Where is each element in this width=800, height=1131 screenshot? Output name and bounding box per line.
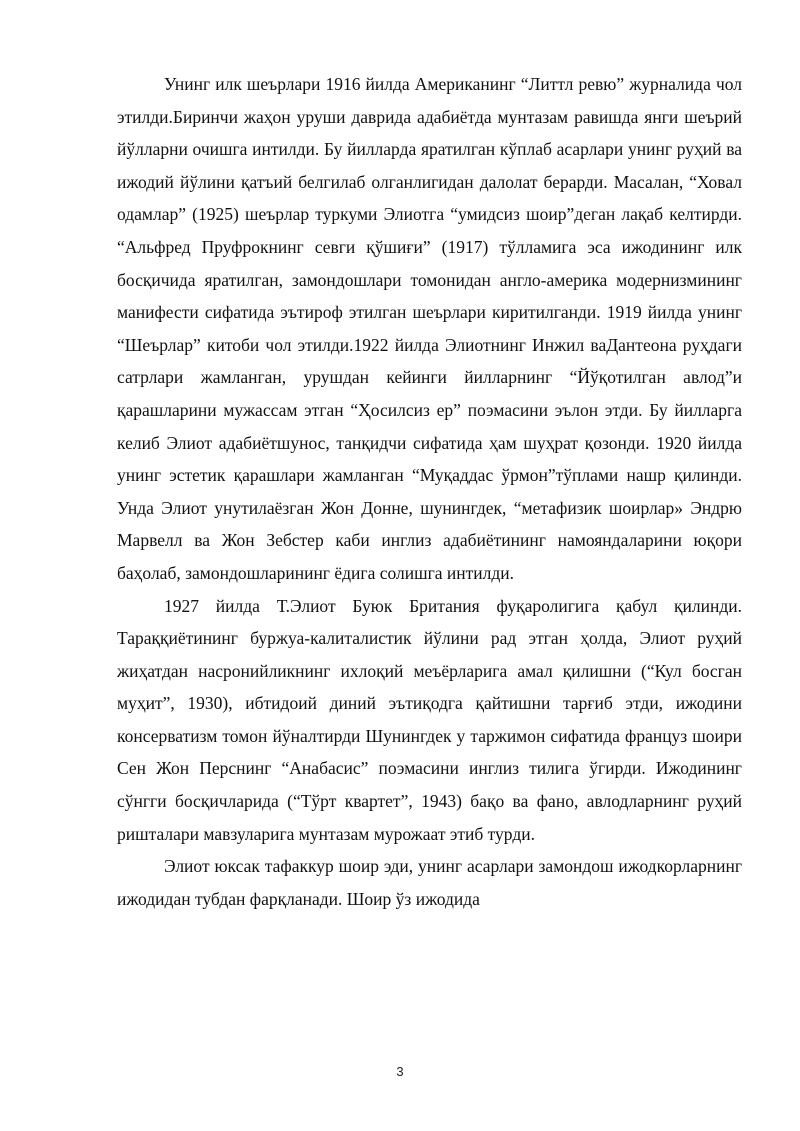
page-number: 3: [396, 1064, 404, 1079]
paragraph: Элиот юксак тафаккур шоир эди, унинг асарлари замондош ижодкорларнинг ижодидан тубдан фарқланади. Шоир ўз ижодида: [117, 856, 742, 909]
paragraph: Унинг илк шеърлари 1916 йилда Американинг “Литтл ревю” журналида чол этилди.Биринчи жаҳон уруши даврида адабиётда мунтазам равишда янги шеърий йўлларни очишга интилди. Бу йилларда яратилган кўплаб асарлари унинг руҳий ва ижодий йўлини қатъий белгилаб олганлигидан далолат берарди. Масалан, “Ховал одамлар” (1925) шеърлар туркуми Элиотга “умидсиз шоир”деган лақаб келтирди. “Альфред Пруфрокнинг севги қўшиғи” (1917) тўлламига эса ижодининг илк босқичида яратилган, замондошлари томонидан англо-америка модернизмининг манифести сифатида эътироф этилган шеърлари киритилганди. 1919 йилда унинг “Шеърлар” китоби чол этилди.1922 йилда Элиотнинг Инжил ваДантеона руҳдаги сатрлари жамланган, урушдан кейинги йилларнинг “Йўқотилган авлод”и қарашларини мужассам этган “Ҳосилсиз ер” поэмасини эълон этди. Бу йилларга келиб Элиот адабиётшунос, танқидчи сифатида ҳам шуҳрат қозонди. 1920 йилда унинг эстетик қарашлари жамланган “Муқаддас ўрмон”тўплами нашр қилинди. Унда Элиот унутилаёзган Жон Донне, шунингдек, “метафизик шоирлар» Эндрю Марвелл ва Жон Зебстер каби инглиз адабиётининг намояндаларини юқори баҳолаб, замондошларининг ёдига солишга интилди.: [117, 74, 742, 583]
paragraph: 1927 йилда Т.Элиот Буюк Британия фуқаролигига қабул қилинди. Тараққиётининг буржуа-калиталистик йўлини рад этган ҳолда, Элиот руҳий жиҳатдан насронийликнинг ихлоқий меъёрларига амал қилишни (“Кул босган муҳит”, 1930), ибтидоий диний эътиқодга қайтишни тарғиб этди, ижодини консерватизм томон йўналтирди Шунингдек у таржимон сифатида француз шоири Сен Жон Перснинг “Анабасис” поэмасини инглиз тилига ўгирди. Ижодининг сўнгги босқичларида (“Тўрт квартет”, 1943) бақо ва фано, авлодларнинг руҳий ришталари мавзуларига мунтазам мурожаат этиб турди.: [117, 595, 742, 844]
document-body: [117, 68, 742, 915]
